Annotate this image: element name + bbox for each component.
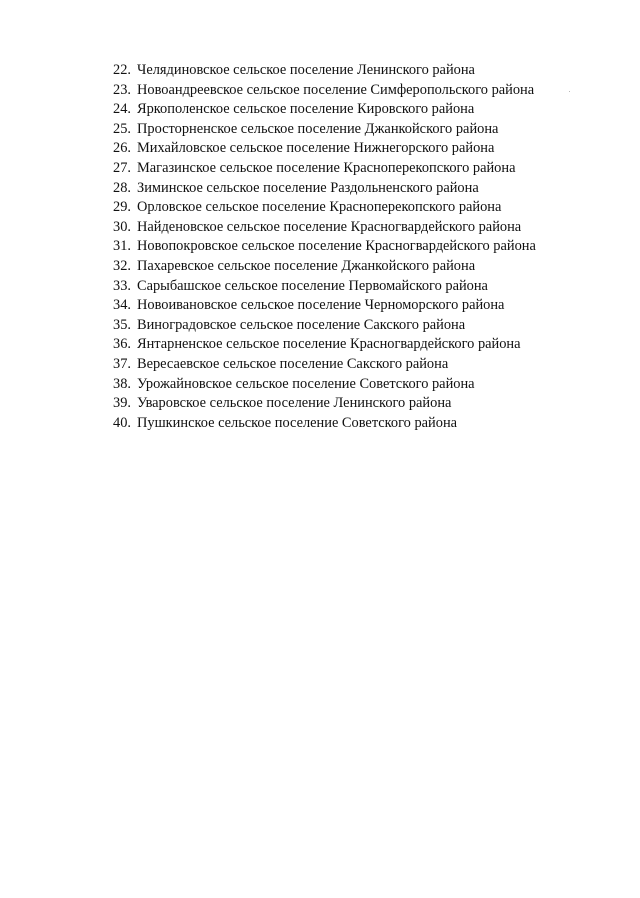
item-number: 30. xyxy=(113,218,131,235)
item-text: Янтарненское сельское поселение Красногвардейского района xyxy=(137,336,521,353)
list-item xyxy=(113,335,536,355)
item-number: 34. xyxy=(113,297,131,314)
item-number: 40. xyxy=(113,414,131,431)
item-text: Сарыбашское сельское поселение Первомайского района xyxy=(137,277,488,294)
list-item xyxy=(113,355,536,375)
item-text: Виноградовское сельское поселение Сакского района xyxy=(137,316,466,333)
list-item xyxy=(113,257,536,277)
list-item xyxy=(113,159,536,179)
item-number: 23. xyxy=(113,81,131,98)
item-text: Урожайновское сельское поселение Советского района xyxy=(137,375,475,392)
item-text: Яркополенское сельское поселение Кировского района xyxy=(137,101,475,118)
item-text: Просторненское сельское поселение Джанкойского района xyxy=(137,120,499,137)
item-text: Челядиновское сельское поселение Ленинского района xyxy=(137,62,475,78)
list-item xyxy=(113,100,536,120)
item-text: Пушкинское сельское поселение Советского района xyxy=(137,414,458,431)
item-text: Вересаевское сельское поселение Сакского района xyxy=(137,355,449,372)
item-number: 38. xyxy=(113,375,131,392)
item-text: Найденовское сельское поселение Красногвардейского района xyxy=(137,218,522,235)
scan-speck xyxy=(569,91,570,92)
item-text: Уваровское сельское поселение Ленинского района xyxy=(137,395,452,412)
list-item xyxy=(113,179,536,199)
item-text: Зиминское сельское поселение Раздольненского района xyxy=(137,179,479,196)
settlement-list xyxy=(113,61,536,433)
list-item xyxy=(113,316,536,336)
list-item xyxy=(113,139,536,159)
item-text: Новоандреевское сельское поселение Симферопольского района xyxy=(137,81,535,98)
list-item xyxy=(113,296,536,316)
list-item xyxy=(113,81,536,101)
item-number: 27. xyxy=(113,159,131,176)
item-number: 28. xyxy=(113,179,131,196)
item-text: Новопокровское сельское поселение Красногвардейского района xyxy=(137,238,536,255)
item-number: 25. xyxy=(113,120,131,137)
list-item xyxy=(113,120,536,140)
item-number: 36. xyxy=(113,336,131,353)
item-number: 33. xyxy=(113,277,131,294)
item-text: Орловское сельское поселение Красноперекопского района xyxy=(137,199,502,216)
item-number: 35. xyxy=(113,316,131,333)
item-number: 39. xyxy=(113,395,131,412)
list-item xyxy=(113,414,536,434)
item-number: 37. xyxy=(113,355,131,372)
list-item xyxy=(113,237,536,257)
item-number: 29. xyxy=(113,199,131,216)
list-item xyxy=(113,394,536,414)
item-number: 24. xyxy=(113,101,131,118)
list-item xyxy=(113,375,536,395)
list-item xyxy=(113,277,536,297)
list-item xyxy=(113,218,536,238)
item-number: 31. xyxy=(113,238,131,255)
item-text: Пахаревское сельское поселение Джанкойского района xyxy=(137,257,476,274)
item-number: 26. xyxy=(113,140,131,157)
item-text: Новоивановское сельское поселение Черноморского района xyxy=(137,297,505,314)
list-item xyxy=(113,198,536,218)
list-item xyxy=(113,61,536,81)
item-number: 22. xyxy=(113,62,131,78)
item-text: Магазинское сельское поселение Красноперекопского района xyxy=(137,159,516,176)
item-text: Михайловское сельское поселение Нижнегорского района xyxy=(137,140,495,157)
item-number: 32. xyxy=(113,257,131,274)
